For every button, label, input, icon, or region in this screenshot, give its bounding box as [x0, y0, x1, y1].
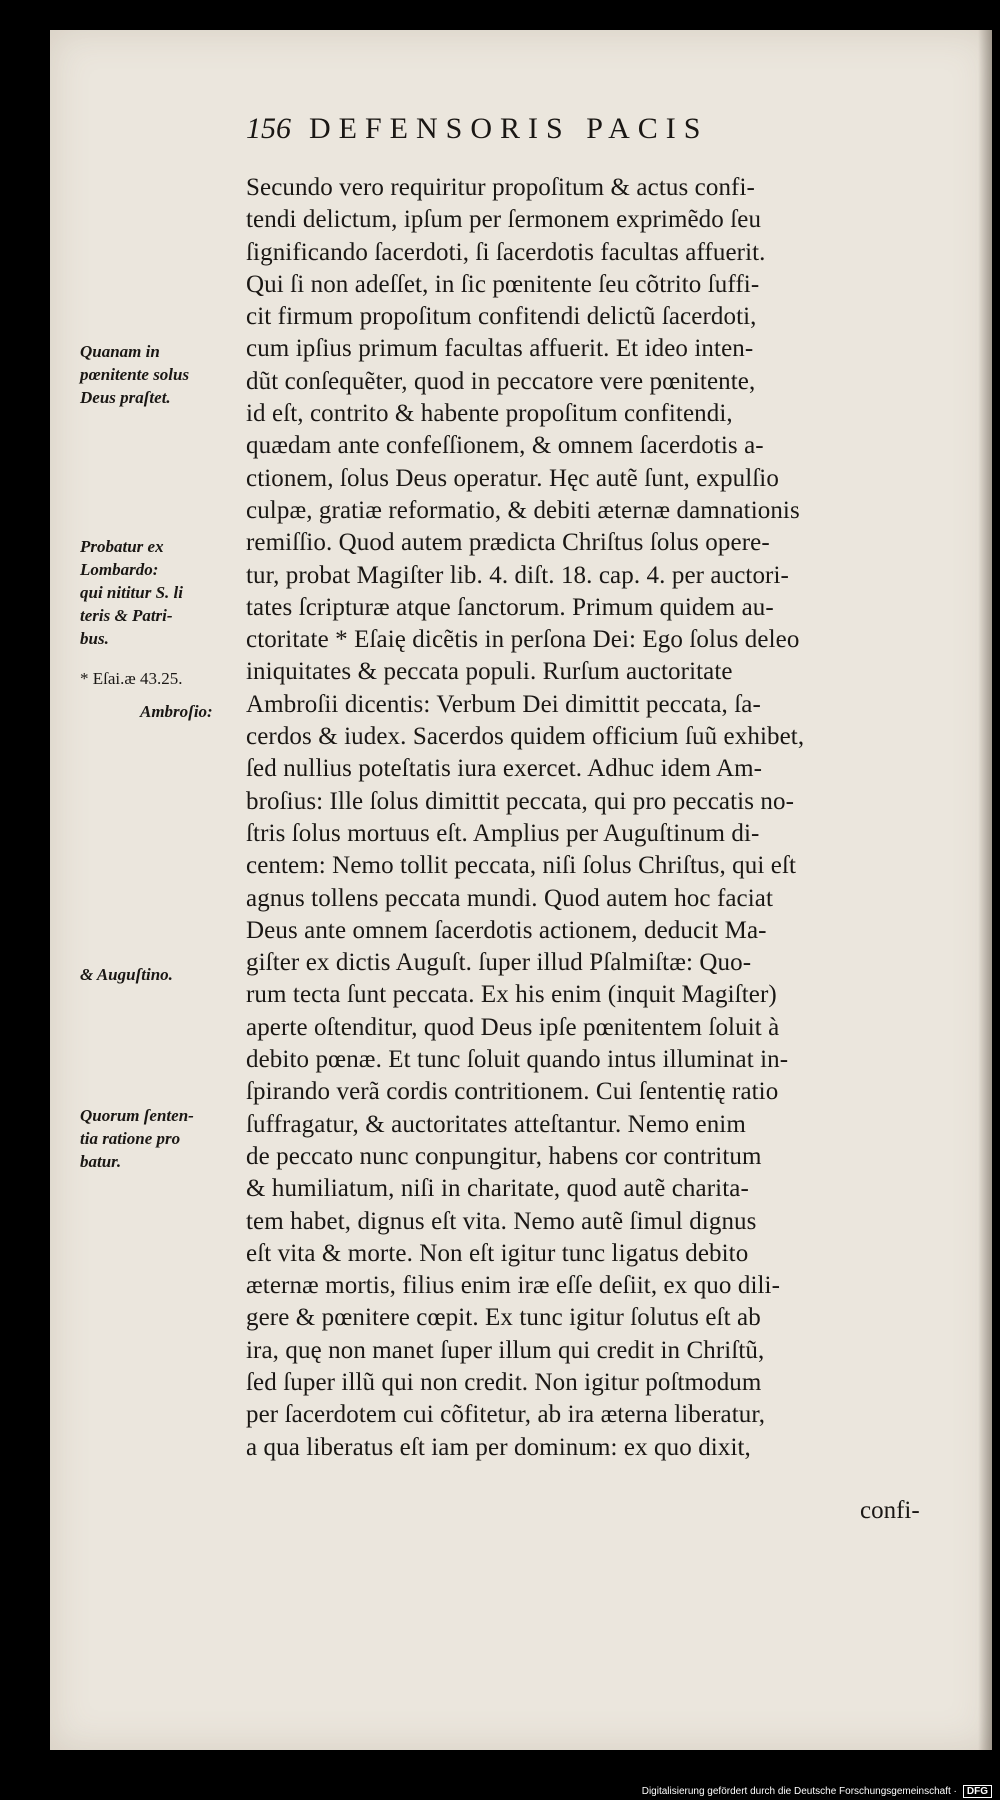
text-line: ſed nullius poteſtatis iura exercet. Adhuc idem Am- — [246, 755, 763, 783]
text-line: Secundo vero requiritur propoſitum & actus confi- — [246, 174, 755, 201]
text-line: tates ſcripturæ atque ſanctorum. Primum quidem au- — [246, 593, 774, 621]
text-line: eſt vita & morte. Non eſt igitur tunc ligatus debito — [246, 1239, 749, 1267]
margin-note: Ambroſio: — [140, 702, 213, 721]
text-line: ctionem, ſolus Deus operatur. Hęc autẽ ſunt, expulſio — [246, 464, 779, 492]
text-line: ſed ſuper illũ qui non credit. Non igitur poſtmodum — [246, 1368, 762, 1396]
running-head: DEFENSORIS PACIS — [309, 112, 709, 145]
text-line: a qua liberatus eſt iam per dominum: ex quo dixit, — [246, 1433, 751, 1461]
text-line: Qui ſi non adeſſet, in ſic pœnitente ſeu cõtrito ſuffi- — [246, 270, 760, 298]
text-line: ſignificando ſacerdoti, ſi ſacerdotis facultas affuerit. — [246, 238, 766, 266]
text-line: remiſſio. Quod autem prædicta Chriſtus ſolus opere- — [246, 529, 770, 557]
text-line: culpæ, gratiæ reformatio, & debiti æternæ damnationis — [246, 496, 800, 524]
digitization-footer — [642, 1785, 992, 1798]
catchword: confi- — [860, 1497, 920, 1524]
margin-note: Quorum ſenten- tia ratione pro batur. — [80, 1106, 194, 1171]
text-line: per ſacerdotem cui cõfitetur, ab ira æterna liberatur, — [246, 1401, 766, 1429]
text-line: aperte oſtenditur, quod Deus ipſe pœnitentem ſoluit à — [246, 1013, 780, 1041]
spine-shadow — [978, 30, 992, 1750]
dfg-logo: DFG — [963, 1785, 992, 1798]
text-line: tendi delictum, ipſum per ſermonem exprimẽdo ſeu — [246, 206, 762, 234]
text-line: gere & pœnitere cœpit. Ex tunc igitur ſolutus eſt ab — [246, 1304, 761, 1332]
text-line: dũt conſequẽter, quod in peccatore vere pœnitente, — [246, 367, 756, 395]
text-line: cit firmum propoſitum confitendi delictũ ſacerdoti, — [246, 303, 757, 331]
text-line: ctoritate * Eſaię dicẽtis in perſona Dei: Ego ſolus deleo — [246, 626, 800, 654]
margin-note: Probatur ex Lombardo: qui nititur S. li teris & Patri- bus. — [80, 537, 183, 648]
text-line: broſius: Ille ſolus dimittit peccata, qui pro peccatis no- — [246, 787, 795, 815]
margin-note: Quanam in pœnitente solus Deus praſtet. — [80, 342, 190, 407]
text-line: tem habet, dignus eſt vita. Nemo autẽ ſimul dignus — [246, 1207, 757, 1235]
text-line: giſter ex dictis Auguſt. ſuper illud Pſalmiſtæ: Quo- — [246, 949, 752, 977]
text-line: rum tecta ſunt peccata. Ex his enim (inquit Magiſter) — [246, 981, 777, 1009]
text-line: ira, quę non manet ſuper illum qui credit in Chriſtũ, — [246, 1336, 765, 1364]
page-header — [246, 112, 866, 154]
text-line: Deus ante omnem ſacerdotis actionem, deducit Ma- — [246, 916, 767, 944]
text-line: æternæ mortis, filius enim iræ eſſe deſiit, ex quo dili- — [246, 1272, 781, 1300]
text-line: centem: Nemo tollit peccata, niſi ſolus Chriſtus, qui eſt — [246, 852, 797, 880]
margin-note: & Auguſtino. — [80, 965, 173, 984]
text-line: tur, probat Magiſter lib. 4. diſt. 18. cap. 4. per auctori- — [246, 561, 789, 589]
text-line: cum ipſius primum facultas affuerit. Et ideo inten- — [246, 335, 754, 363]
text-line: ſuffragatur, & auctoritates atteſtantur. Nemo enim — [246, 1110, 746, 1138]
margin-note: * Eſai.æ 43.25. — [80, 669, 183, 688]
text-line: ſpirando verã cordis contritionem. Cui ſententię ratio — [246, 1078, 779, 1106]
footer-text: Digitalisierung gefördert durch die Deutsche Forschungsgemeinschaft · — [641, 1786, 957, 1797]
body-text — [246, 172, 926, 1464]
text-line: & humiliatum, niſi in charitate, quod autẽ charita- — [246, 1175, 749, 1203]
text-line: de peccato nunc conpungitur, habens cor contritum — [246, 1142, 762, 1170]
text-line: agnus tollens peccata mundi. Quod autem hoc faciat — [246, 884, 774, 912]
text-line: id eſt, contrito & habente propoſitum confitendi, — [246, 400, 733, 428]
text-line: cerdos & iudex. Sacerdos quidem officium ſuũ exhibet, — [246, 723, 805, 751]
text-line: ſtris ſolus mortuus eſt. Amplius per Auguſtinum di- — [246, 819, 760, 847]
text-line: Ambroſii dicentis: Verbum Dei dimittit peccata, ſa- — [246, 690, 761, 718]
text-line: debito pœnæ. Et tunc ſoluit quando intus illuminat in- — [246, 1046, 789, 1074]
text-line: quædam ante confeſſionem, & omnem ſacerdotis a- — [246, 432, 764, 460]
text-line: iniquitates & peccata populi. Rurſum auctoritate — [246, 658, 733, 686]
page-number: 156 — [246, 112, 291, 145]
